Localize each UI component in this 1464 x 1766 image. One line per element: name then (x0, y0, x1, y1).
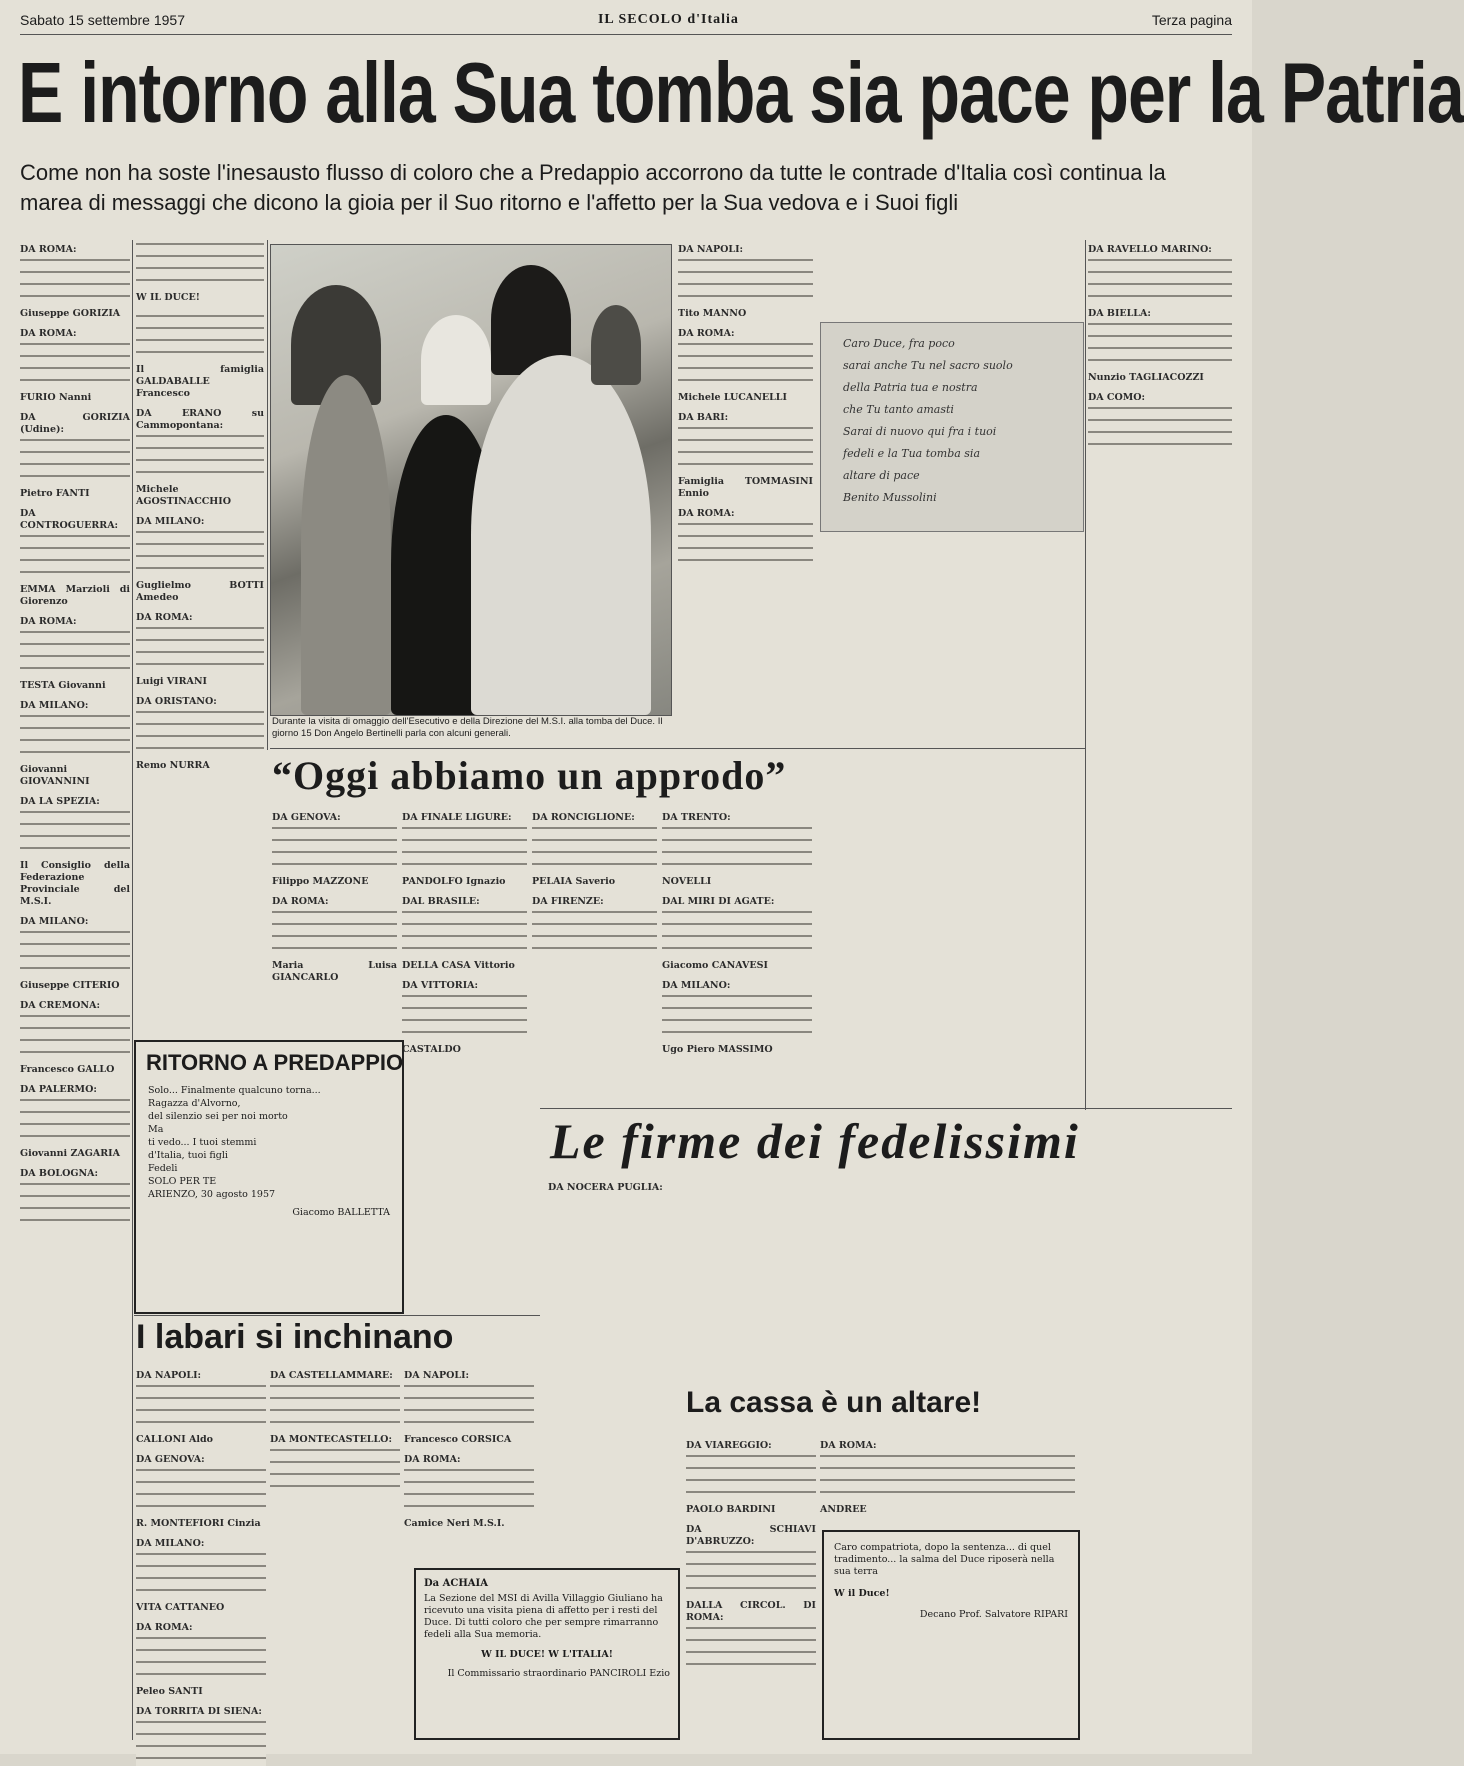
signature: Ugo Piero MASSIMO (662, 1044, 773, 1055)
labari-col-a (136, 1366, 266, 1736)
signature: Peleo SANTI (136, 1686, 203, 1697)
body-text-lines (404, 1382, 534, 1430)
body-text-lines (136, 1634, 266, 1682)
cassa-col-b (820, 1436, 1075, 1526)
handwritten-line: altare di pace (843, 469, 920, 482)
final-message-signature: Decano Prof. Salvatore RIPARI (919, 1609, 1068, 1620)
dateline: DA RAVELLO MARINO: (1088, 244, 1212, 255)
handwritten-letter-facsimile (820, 322, 1084, 532)
signature: Giovanni ZAGARIA (20, 1148, 120, 1159)
body-text-lines (136, 624, 264, 672)
dateline: DA ROMA: (678, 508, 735, 519)
poem-line: Ma (148, 1124, 164, 1135)
signature: Giacomo CANAVESI (662, 960, 768, 971)
labari-col-c (404, 1366, 534, 1566)
signature: Nunzio TAGLIACOZZI (1088, 372, 1204, 383)
signature: Famiglia TOMMASINI Ennio (678, 476, 813, 499)
signature: DELLA CASA Vittorio (402, 960, 515, 971)
signature: Giuseppe GORIZIA (20, 308, 121, 319)
body-text-lines (136, 1550, 266, 1598)
ritorno-signature: Giacomo BALLETTA (292, 1207, 390, 1218)
dateline: DA FIRENZE: (532, 896, 604, 907)
handwritten-line: Caro Duce, fra poco (843, 337, 955, 350)
body-text-lines (20, 928, 130, 976)
main-headline: E intorno alla Sua tomba sia pace per la Patria (18, 45, 1464, 141)
body-text-lines (136, 708, 264, 756)
dateline: DAL BRASILE: (402, 896, 480, 907)
firme-headline: Le firme dei fedelissimi (550, 1113, 1080, 1169)
signature: W IL DUCE! (136, 292, 200, 303)
left-column (20, 240, 130, 1740)
second-column (136, 240, 264, 1040)
masthead-newspaper-name: IL SECOLO d'Italia (597, 12, 739, 27)
dateline: DA ROMA: (820, 1440, 877, 1451)
dateline: DA ROMA: (272, 896, 329, 907)
signature: Il Consiglio della Federazione Provinciale del M.S.I. (20, 860, 130, 907)
cassa-headline: La cassa è un altare! (686, 1386, 982, 1419)
dateline: DA ROMA: (20, 328, 77, 339)
far-right-column (1088, 240, 1232, 1110)
body-text-lines (272, 824, 397, 872)
signature: Francesco GALLO (20, 1064, 115, 1075)
ritorno-title: RITORNO A PREDAPPIO (146, 1050, 404, 1075)
body-text-lines (662, 908, 812, 956)
signature: TESTA Giovanni (20, 680, 106, 691)
signature: R. MONTEFIORI Cinzia (136, 1518, 261, 1529)
body-text-lines (20, 532, 130, 580)
body-text-lines (686, 1548, 816, 1596)
dateline: DA PALERMO: (20, 1084, 97, 1095)
middle-right-column-2 (958, 535, 1083, 1105)
signature: Tito MANNO (678, 308, 747, 319)
signature: Michele LUCANELLI (678, 392, 787, 403)
column-rule (1085, 240, 1086, 1110)
dateline: DA ROMA: (404, 1454, 461, 1465)
dateline: DA ORISTANO: (136, 696, 217, 707)
firme-dateline: DA NOCERA PUGLIA: (548, 1182, 663, 1193)
photo-figure (421, 315, 491, 405)
column-rule (267, 240, 268, 750)
signature: Giovanni GIOVANNINI (20, 764, 90, 787)
dateline: DA LA SPEZIA: (20, 796, 100, 807)
approdo-col-a (272, 808, 397, 1028)
handwritten-line: della Patria tua e nostra (843, 381, 978, 394)
body-text-lines (20, 628, 130, 676)
body-text-lines (686, 1624, 816, 1672)
lower-middle-column (404, 1040, 539, 1320)
dateline: DA CASTELLAMMARE: (270, 1370, 393, 1381)
signature: Remo NURRA (136, 760, 210, 771)
dateline: DA SCHIAVI D'ABRUZZO: (686, 1524, 816, 1547)
signature: VITA CATTANEO (136, 1602, 225, 1613)
dateline: DA VITTORIA: (402, 980, 479, 991)
handwritten-line: che Tu tanto amasti (843, 403, 954, 416)
body-text-lines (820, 1452, 1075, 1500)
poem-line: ARIENZO, 30 agosto 1957 (148, 1189, 276, 1200)
photo-caption: Durante la visita di omaggio dell'Esecutivo e della Direzione del M.S.I. alla tomba del Duce. Il giorno 15 Don Angelo Bertinelli parla con alcuni generali. (272, 716, 663, 739)
signature: FURIO Nanni (20, 392, 92, 403)
dateline: DA MILANO: (136, 1538, 205, 1549)
dateline: DA GENOVA: (272, 812, 341, 823)
body-text-lines (20, 1012, 130, 1060)
final-message-text: Caro compatriota, dopo la sentenza... di quel tradimento... la salma del Duce riposerà nella sua terra (834, 1542, 1055, 1577)
approdo-col-d (662, 808, 812, 1108)
dateline: DA TORRITA DI SIENA: (136, 1706, 262, 1717)
achaia-text: La Sezione del MSI di Avilla Villaggio Giuliano ha ricevuto una visita piena di affetto per i resti del Duce. Di tutti coloro che per sempre rimarranno fedeli alla Sua memoria. (424, 1593, 663, 1640)
dateline: DA MILANO: (20, 700, 89, 711)
horizontal-rule (540, 1108, 1232, 1109)
final-message-box (822, 1530, 1080, 1740)
dateline: DA ROMA: (20, 244, 77, 255)
dateline: DA NAPOLI: (678, 244, 744, 255)
photo-figure (301, 375, 391, 715)
body-text-lines (1088, 404, 1232, 452)
body-text-lines (402, 992, 527, 1040)
dateline: DA CONTROGUERRA: (20, 508, 119, 531)
dateline: DA ROMA: (20, 616, 77, 627)
signature: Camice Neri M.S.I. (404, 1518, 505, 1529)
approdo-col-c (532, 808, 657, 1108)
signature: Francesco CORSICA (404, 1434, 512, 1445)
dateline: DA BARI: (678, 412, 729, 423)
achaia-signature: Il Commissario straordinario PANCIROLI Ezio (447, 1668, 670, 1679)
body-text-lines (532, 908, 657, 956)
dateline: DA FINALE LIGURE: (402, 812, 512, 823)
body-text-lines (136, 528, 264, 576)
body-text-lines (270, 1446, 400, 1494)
right-column-1 (678, 240, 813, 750)
dateline: DA ROMA: (136, 612, 193, 623)
middle-right-column (818, 535, 953, 1105)
approdo-headline: “Oggi abbiamo un approdo” (272, 753, 787, 798)
body-text-lines (136, 1382, 266, 1430)
signature: Luigi VIRANI (136, 676, 207, 687)
final-message-closing: W il Duce! (834, 1588, 890, 1599)
dateline: DA MILANO: (136, 516, 205, 527)
dateline: DA MILANO: (662, 980, 731, 991)
poem-line: d'Italia, tuoi figli (148, 1150, 228, 1161)
dateline: DALLA CIRCOL. DI ROMA: (686, 1600, 816, 1623)
body-text-lines (20, 712, 130, 760)
poem-line: ti vedo... I tuoi stemmi (148, 1137, 257, 1148)
body-text-lines (136, 1718, 266, 1766)
dateline: DA VIAREGGIO: (686, 1440, 772, 1451)
poem-line: del silenzio sei per noi morto (148, 1111, 288, 1122)
dateline: DA BOLOGNA: (20, 1168, 99, 1179)
body-text-lines (686, 1452, 816, 1500)
body-text-lines (402, 908, 527, 956)
poem-line: Fedeli (148, 1163, 178, 1174)
dateline: DA ROMA: (678, 328, 735, 339)
body-text-lines (20, 436, 130, 484)
signature: Michele AGOSTINACCHIO (136, 484, 232, 507)
handwritten-line: Sarai di nuovo qui fra i tuoi (843, 425, 997, 438)
body-text-lines (136, 1466, 266, 1514)
signature: NOVELLI (662, 876, 712, 887)
dateline: DA CREMONA: (20, 1000, 100, 1011)
achaia-closing: W IL DUCE! W L'ITALIA! (481, 1649, 613, 1660)
signature: EMMA Marzioli di Giorenzo (20, 584, 130, 607)
firme-col (548, 1178, 678, 1528)
masthead-date: Sabato 15 settembre 1957 (20, 12, 186, 28)
body-text-lines (532, 824, 657, 872)
handwritten-line: fedeli e la Tua tomba sia (843, 447, 981, 460)
dateline: DA RONCIGLIONE: (532, 812, 635, 823)
body-text-lines (20, 256, 130, 304)
body-text-lines (1088, 256, 1232, 304)
handwritten-line: Benito Mussolini (843, 491, 937, 504)
dateline: DA COMO: (1088, 392, 1146, 403)
dateline: DAL MIRI DI AGATE: (662, 896, 775, 907)
signature: Giuseppe CITERIO (20, 980, 120, 991)
body-text-lines (272, 908, 397, 956)
achaia-title: Da ACHAIA (424, 1578, 488, 1589)
signature: PAOLO BARDINI (686, 1504, 776, 1515)
column-rule (132, 240, 133, 1740)
firme-col (1084, 1178, 1232, 1738)
dateline: DA NAPOLI: (136, 1370, 202, 1381)
subheadline-deck: Come non ha soste l'inesausto flusso di coloro che a Predappio accorrono da tutte le contrade d'Italia così continua la marea di messaggi che dicono la gioia per il Suo ritorno e l'affetto per la Sua vedova e i Suoi figli (20, 160, 1166, 215)
signature: PELAIA Saverio (532, 876, 616, 887)
signature: PANDOLFO Ignazio (402, 876, 506, 887)
dateline: DA TRENTO: (662, 812, 731, 823)
achaia-box (414, 1568, 680, 1740)
body-text-lines (20, 808, 130, 856)
body-text-lines (678, 424, 813, 472)
labari-col-b (270, 1366, 400, 1736)
body-text-lines (662, 824, 812, 872)
right-column-2 (818, 240, 1083, 320)
signature: CASTALDO (402, 1044, 461, 1055)
horizontal-rule (270, 748, 1085, 749)
body-text-lines (1088, 320, 1232, 368)
dateline: DA ERANO su Cammopontana: (136, 408, 264, 431)
cassa-col-a (686, 1436, 816, 1736)
body-text-lines (136, 240, 264, 288)
dateline: DA GORIZIA (Udine): (20, 412, 130, 435)
body-text-lines (678, 340, 813, 388)
dateline: DA MILANO: (20, 916, 89, 927)
masthead-page-label: Terza pagina (1151, 12, 1232, 28)
poem-line: Solo... Finalmente qualcuno torna... (148, 1085, 321, 1096)
signature: CALLONI Aldo (136, 1434, 213, 1445)
photo-figure (591, 305, 641, 385)
poem-line: SOLO PER TE (148, 1176, 217, 1187)
photo-figure (471, 355, 651, 715)
body-text-lines (678, 256, 813, 304)
body-text-lines (136, 432, 264, 480)
body-text-lines (20, 1096, 130, 1144)
dateline: DA GENOVA: (136, 1454, 205, 1465)
body-text-lines (404, 1466, 534, 1514)
signature: Maria Luisa GIANCARLO (272, 960, 397, 983)
body-text-lines (402, 824, 527, 872)
dateline: DA NAPOLI: (404, 1370, 470, 1381)
signature: Il famiglia GALDABALLE Francesco (136, 364, 264, 399)
signature: Guglielmo BOTTI Amedeo (136, 580, 264, 603)
body-text-lines (20, 1180, 130, 1228)
signature: Pietro FANTI (20, 488, 90, 499)
body-text-lines (270, 1382, 400, 1430)
body-text-lines (136, 312, 264, 360)
body-text-lines (20, 340, 130, 388)
poem-line: Ragazza d'Alvorno, (148, 1098, 241, 1109)
dateline: DA MONTECASTELLO: (270, 1434, 392, 1445)
signature: Filippo MAZZONE (272, 876, 369, 887)
body-text-lines (662, 992, 812, 1040)
body-text-lines (678, 520, 813, 568)
news-photo (270, 244, 672, 716)
horizontal-rule (134, 1315, 540, 1316)
dateline: DA ROMA: (136, 1622, 193, 1633)
dateline: DA BIELLA: (1088, 308, 1151, 319)
ritorno-a-predappio-box (134, 1040, 404, 1314)
labari-headline: I labari si inchinano (136, 1318, 454, 1356)
handwritten-line: sarai anche Tu nel sacro suolo (843, 359, 1013, 372)
signature: ANDREE (820, 1504, 867, 1515)
